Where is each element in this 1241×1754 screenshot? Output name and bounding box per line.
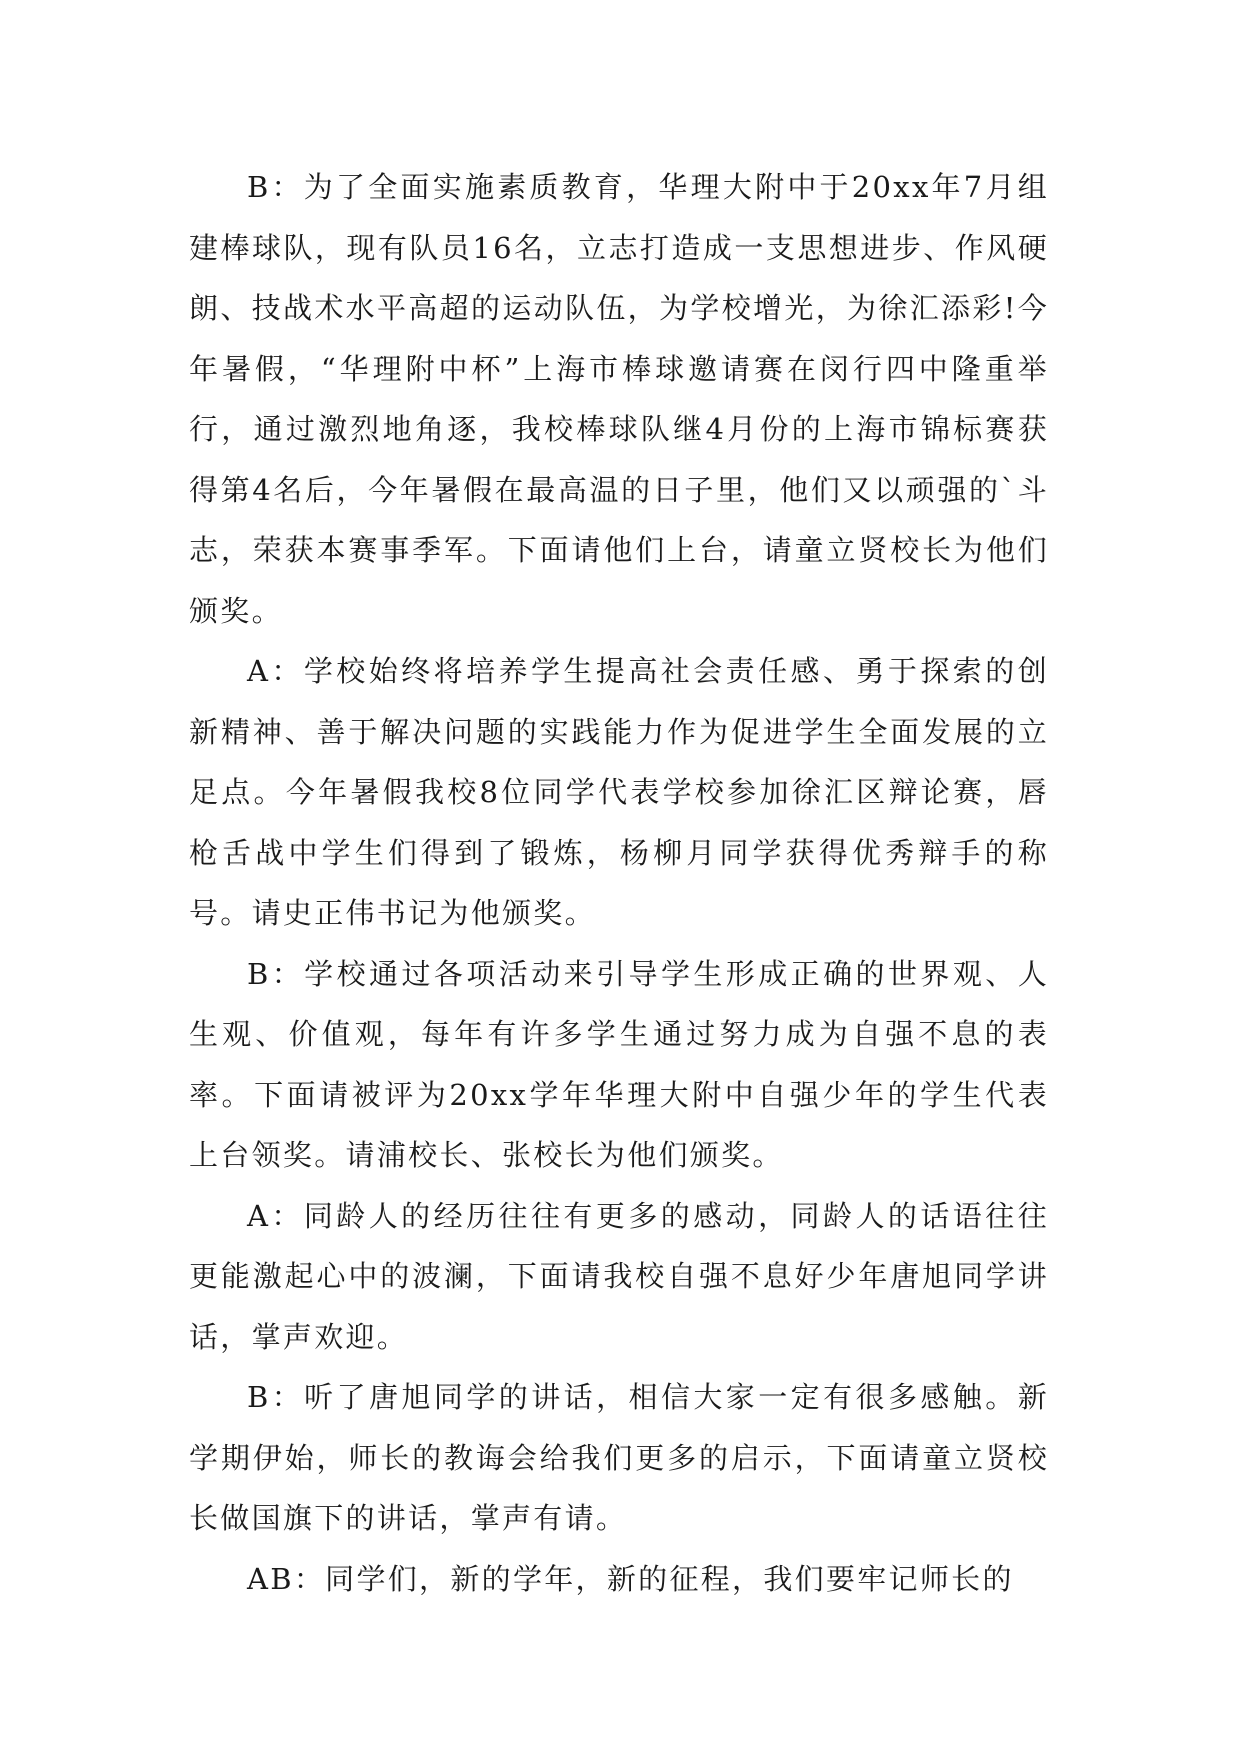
paragraph-award-debate: A：学校始终将培养学生提高社会责任感、勇于探索的创新精神、善于解决问题的实践能力作为促进学生全面发展的立足点。今年暑假我校8位同学代表学校参加徐汇区辩论赛，唇枪舌战中学生们得到了锻炼，杨柳月同学获得优秀辩手的称号。请史正伟书记为他颁奖。 — [189, 654, 1049, 930]
paragraph-award-baseball: B：为了全面实施素质教育，华理大附中于20xx年7月组建棒球队，现有队员16名，立志打造成一支思想进步、作风硬朗、技战术水平高超的运动队伍，为学校增光，为徐汇添彩!今年暑假，“华理附中杯”上海市棒球邀请赛在闵行四中隆重举行，通过激烈地角逐，我校棒球队继4月份的上海市锦标赛获得第4名后，今年暑假在最高温的日子里，他们又以顽强的`斗志，荣获本赛事季军。下面请他们上台，请童立贤校长为他们颁奖。 — [189, 170, 1049, 628]
paragraph-closing: AB：同学们，新的学年，新的征程，我们要牢记师长的 — [247, 1561, 1014, 1596]
paragraph-award-self-strengthening: B：学校通过各项活动来引导学生形成正确的世界观、人生观、价值观，每年有许多学生通过努力成为自强不息的表率。下面请被评为20xx学年华理大附中自强少年的学生代表上台领奖。请浦校长、张校长为他们颁奖。 — [189, 956, 1049, 1172]
paragraph-student-speech: A：同龄人的经历往往有更多的感动，同龄人的话语往往更能激起心中的波澜，下面请我校自强不息好少年唐旭同学讲话，掌声欢迎。 — [189, 1198, 1049, 1354]
document-body — [189, 157, 1049, 1609]
paragraph-principal-speech: B：听了唐旭同学的讲话，相信大家一定有很多感触。新学期伊始，师长的教诲会给我们更多的启示，下面请童立贤校长做国旗下的讲话，掌声有请。 — [189, 1380, 1049, 1535]
